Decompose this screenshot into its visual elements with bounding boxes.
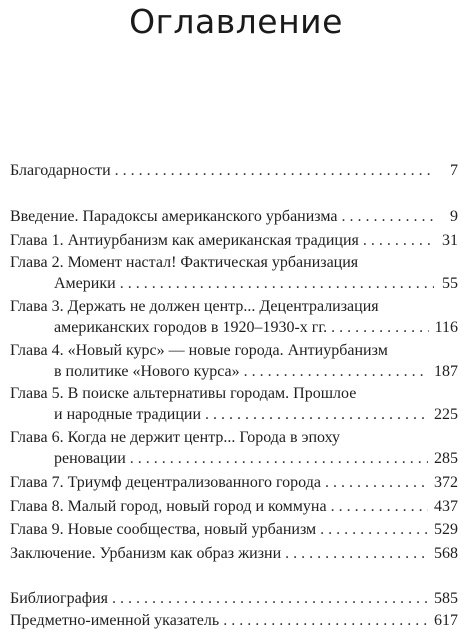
- toc-entry-page: 116: [434, 319, 458, 336]
- dot-leader: [320, 519, 428, 540]
- toc-entry-title: Библиография: [10, 590, 108, 607]
- toc-entry-title-cont: в политике «Нового курса»: [54, 363, 240, 380]
- dot-leader: [120, 273, 434, 294]
- toc-entry-chapter-7[interactable]: [10, 472, 458, 493]
- toc-entry-chapter-8[interactable]: [10, 496, 458, 517]
- dot-leader: [325, 472, 428, 493]
- toc-entry-title: Благодарности: [10, 162, 111, 179]
- toc-entry-page: 585: [434, 590, 458, 607]
- toc-entry-title: Заключение. Урбанизм как образ жизни: [10, 545, 282, 562]
- toc-entry-title-cont: Америки: [54, 275, 116, 292]
- toc-entry-conclusion[interactable]: [10, 543, 458, 564]
- toc-entry-title: Глава 8. Малый город, новый город и коммуна: [10, 498, 327, 515]
- toc-entry-chapter-3[interactable]: [10, 296, 458, 338]
- toc-entry-title: Глава 1. Антиурбанизм как американская традиция: [10, 232, 359, 249]
- dot-leader: [285, 543, 428, 564]
- toc-entry-page: 617: [434, 612, 458, 629]
- toc-entry-chapter-2[interactable]: [10, 252, 458, 294]
- toc-entry-page: 285: [434, 450, 458, 467]
- toc-entry-title: Глава 9. Новые сообщества, новый урбанизм: [10, 521, 317, 538]
- toc-entry-page: 7: [450, 162, 458, 179]
- toc-entry-chapter-1[interactable]: [10, 230, 458, 251]
- toc-entry-title: Глава 3. Держать не должен центр... Децентрализация: [10, 298, 379, 315]
- dot-leader: [115, 160, 434, 181]
- toc-entry-page: 568: [434, 545, 458, 562]
- page-title: Оглавление: [129, 2, 343, 41]
- dot-leader: [331, 317, 428, 338]
- dot-leader: [130, 448, 428, 469]
- toc-entry-title-cont: американских городов в 1920–1930-х гг.: [54, 319, 328, 336]
- toc-entry-introduction[interactable]: [10, 206, 458, 227]
- dot-leader: [342, 206, 434, 227]
- toc-entry-title-cont: и народные традиции: [54, 406, 201, 423]
- dot-leader: [331, 496, 428, 517]
- toc-entry-page: 9: [450, 208, 458, 225]
- toc-entry-page: 31: [442, 232, 458, 249]
- toc-entry-page: 225: [434, 406, 458, 423]
- toc-entry-title: Глава 6. Когда не держит центр... Города в эпоху: [10, 429, 340, 446]
- toc-entry-chapter-5[interactable]: [10, 383, 458, 425]
- toc-entry-page: 437: [434, 498, 458, 515]
- toc-entry-title: Глава 4. «Новый курс» — новые города. Антиурбанизм: [10, 342, 388, 359]
- toc-entry-title: Глава 7. Триумф децентрализованного города: [10, 474, 321, 491]
- toc-entry-bibliography[interactable]: [10, 588, 458, 609]
- toc-entry-page: 372: [434, 474, 458, 491]
- toc-entry-chapter-4[interactable]: [10, 340, 458, 382]
- dot-leader: [244, 361, 428, 382]
- dot-leader: [112, 588, 428, 609]
- toc-entry-title: Глава 2. Момент настал! Фактическая урбанизация: [10, 254, 359, 271]
- toc-entry-chapter-9[interactable]: [10, 519, 458, 540]
- toc-entry-acknowledgments[interactable]: [10, 160, 458, 181]
- toc-entry-page: 55: [442, 275, 458, 292]
- dot-leader: [205, 404, 428, 425]
- toc-entry-title-cont: реновации: [54, 450, 126, 467]
- toc-entry-page: 187: [434, 363, 458, 380]
- toc-entry-title: Предметно-именной указатель: [10, 612, 220, 629]
- dot-leader: [363, 230, 434, 251]
- toc-entry-chapter-6[interactable]: [10, 427, 458, 469]
- toc-entry-page: 529: [434, 521, 458, 538]
- toc-entry-title: Введение. Парадоксы американского урбанизма: [10, 208, 338, 225]
- toc-entry-index[interactable]: [10, 610, 458, 631]
- toc-entry-title: Глава 5. В поиске альтернативы городам. Прошлое: [10, 385, 357, 402]
- dot-leader: [223, 610, 428, 631]
